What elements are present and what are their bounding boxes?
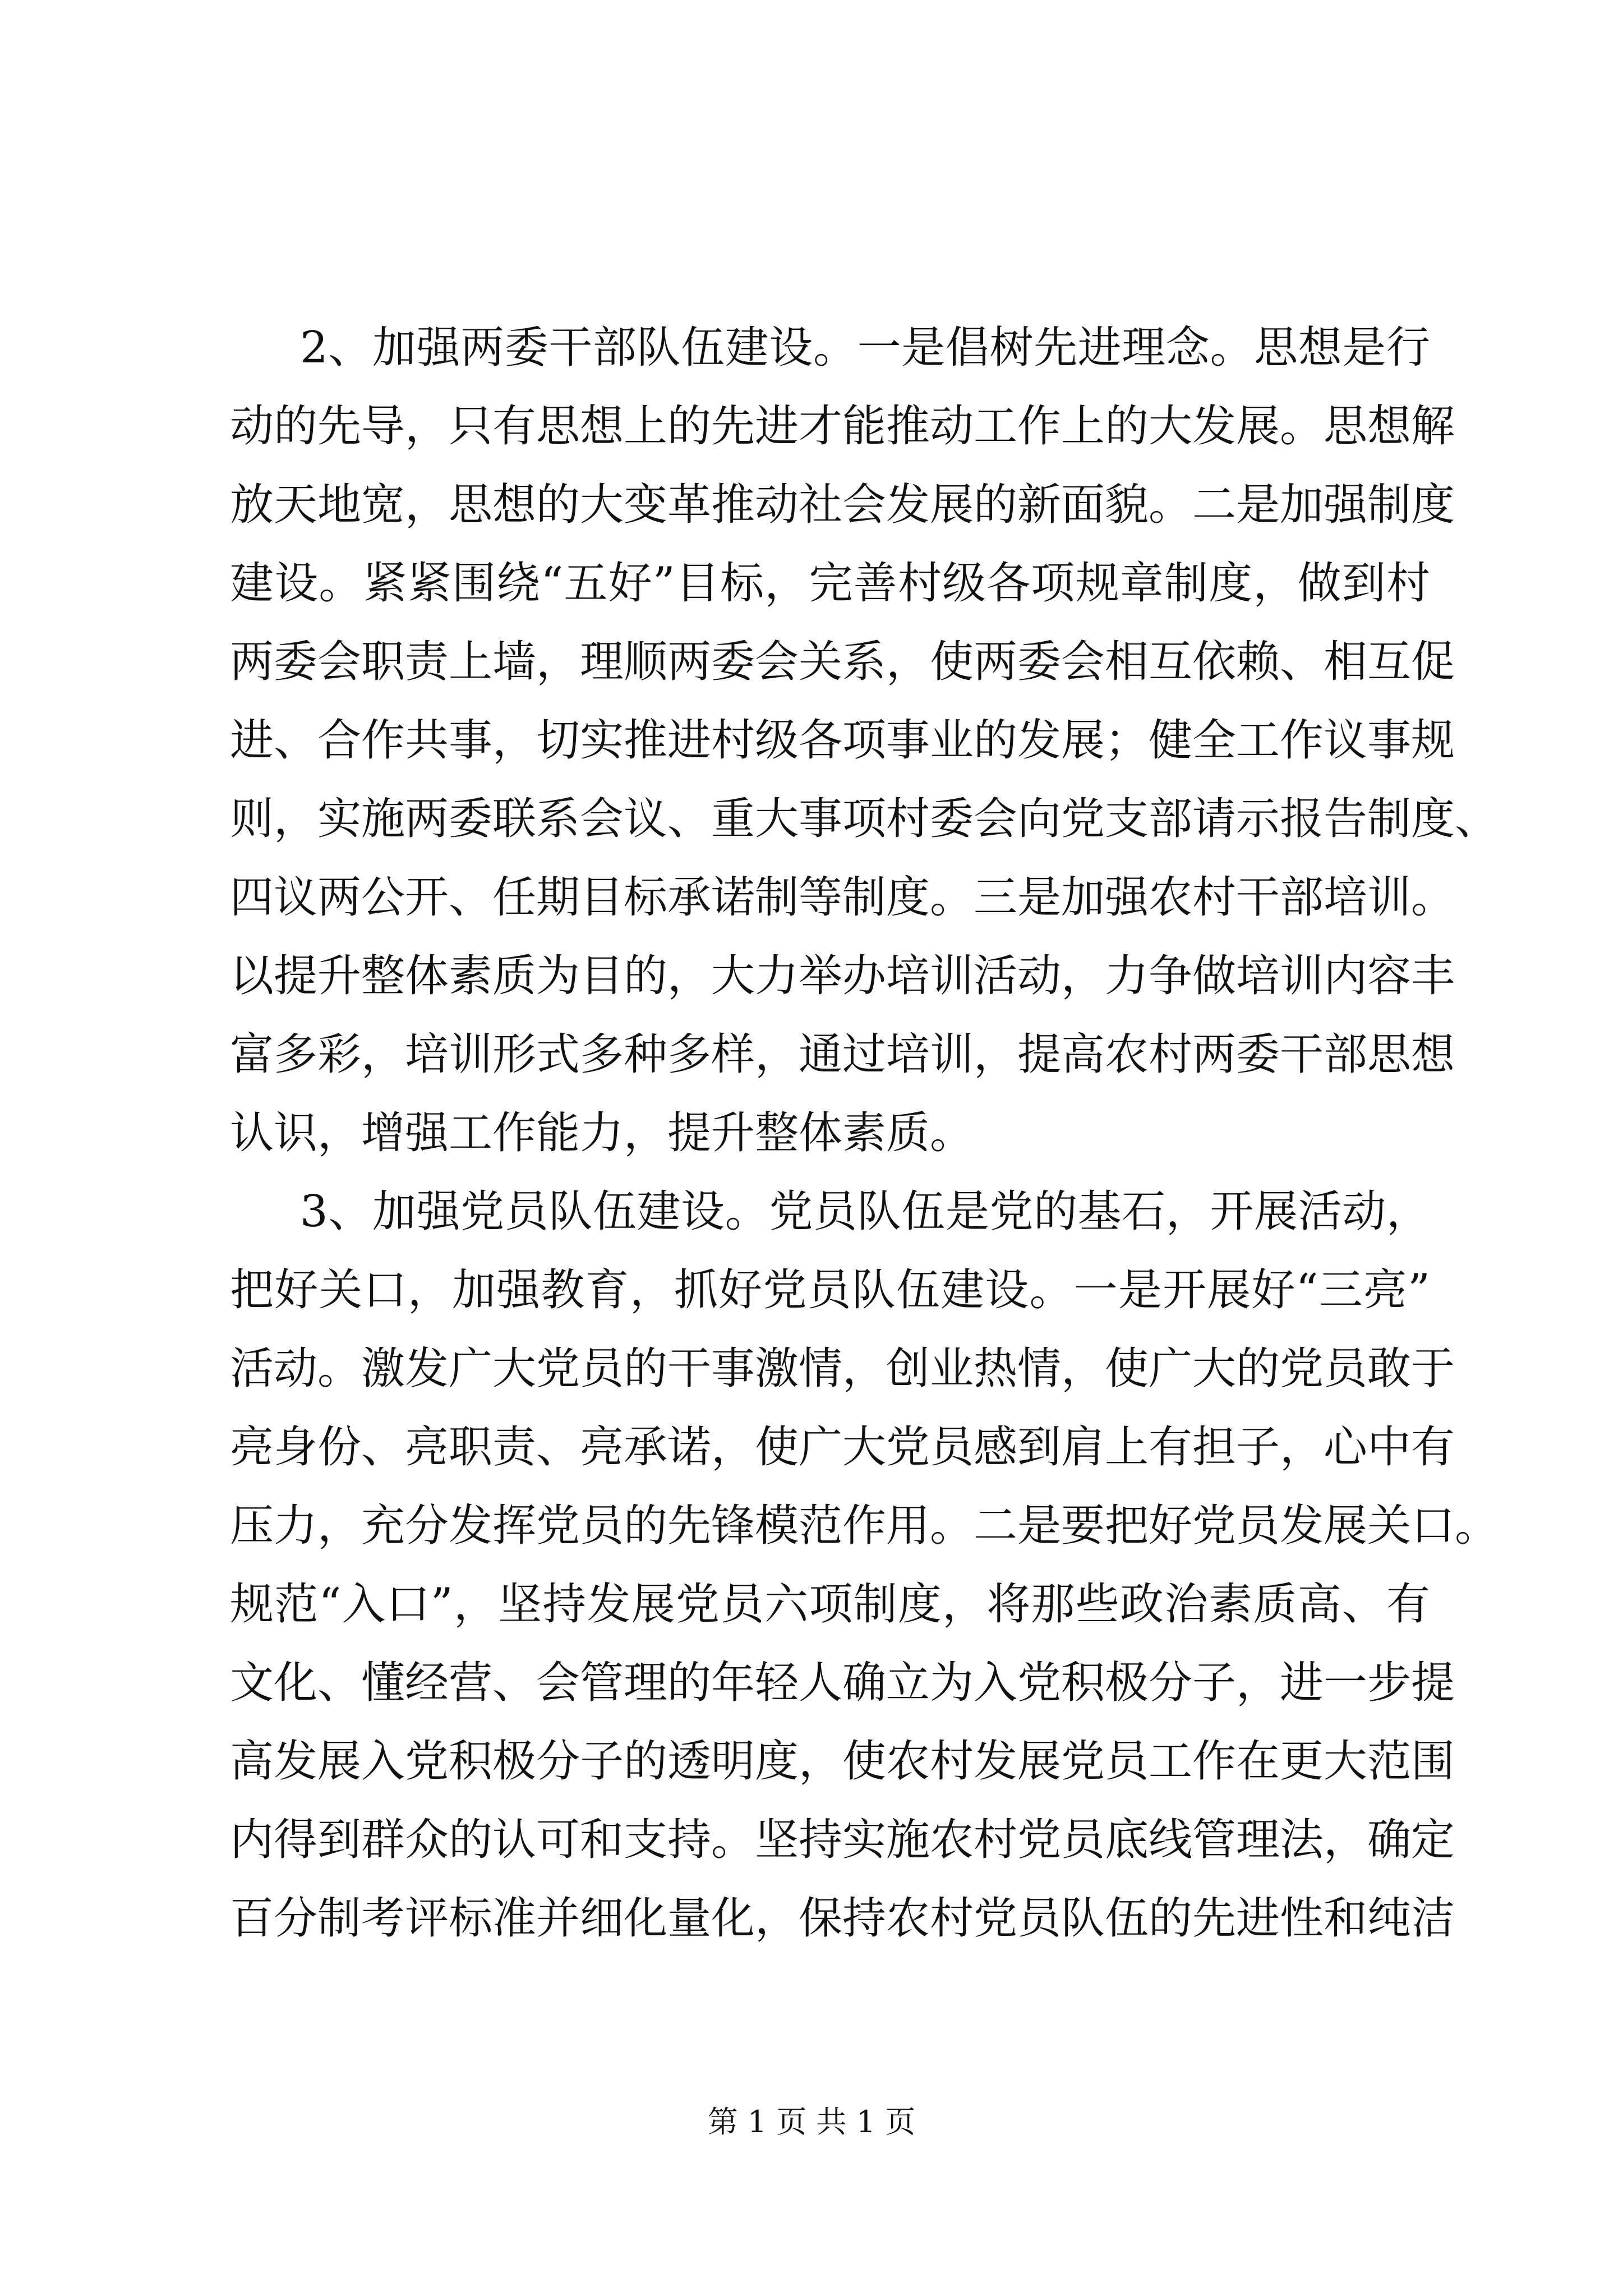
paragraph-1-line-10: 富多彩，培训形式多种多样，通过培训，提高农村两委干部思想: [230, 1029, 1455, 1080]
paragraph-1-line-1: 2、加强两委干部队伍建设。一是倡树先进理念。思想是行: [300, 323, 1430, 373]
paragraph-2-line-6: 规范“入口”，坚持发展党员六项制度，将那些政治素质高、有: [230, 1579, 1430, 1630]
paragraph-2-line-1: 3、加强党员队伍建设。党员队伍是党的基石，开展活动，: [300, 1186, 1430, 1237]
paragraph-2-line-8: 高发展入党积极分子的透明度，使农村发展党员工作在更大范围: [230, 1736, 1455, 1787]
paragraph-1-line-3: 放天地宽，思想的大变革推动社会发展的新面貌。二是加强制度: [230, 480, 1455, 530]
paragraph-1-line-2: 动的先导，只有思想上的先进才能推动工作上的大发展。思想解: [230, 401, 1455, 452]
paragraph-1-line-8: 四议两公开、任期目标承诺制等制度。三是加强农村干部培训。: [230, 872, 1455, 923]
paragraph-1-line-7: 则，实施两委联系会议、重大事项村委会向党支部请示报告制度、: [230, 794, 1499, 844]
paragraph-1-line-6: 进、合作共事，切实推进村级各项事业的发展；健全工作议事规: [230, 715, 1455, 766]
paragraph-1-line-11: 认识，增强工作能力，提升整体素质。: [230, 1108, 974, 1158]
paragraph-2-line-5: 压力，充分发挥党员的先锋模范作用。二是要把好党员发展关口。: [230, 1501, 1499, 1551]
paragraph-2-line-4: 亮身份、亮职责、亮承诺，使广大党员感到肩上有担子，心中有: [230, 1422, 1455, 1473]
paragraph-1-line-9: 以提升整体素质为目的，大力举办培训活动，力争做培训内容丰: [230, 951, 1455, 1001]
paragraph-2-line-3: 活动。激发广大党员的干事激情，创业热情，使广大的党员敢于: [230, 1343, 1455, 1394]
paragraph-2-line-2: 把好关口，加强教育，抓好党员队伍建设。一是开展好“三亮”: [230, 1265, 1430, 1315]
paragraph-1-line-5: 两委会职责上墙，理顺两委会关系，使两委会相互依赖、相互促: [230, 637, 1455, 687]
page-footer-label: 第 1 页 共 1 页: [707, 2104, 916, 2139]
paragraph-1-line-4: 建设。紧紧围绕“五好”目标，完善村级各项规章制度，做到村: [230, 558, 1430, 609]
paragraph-2-line-7: 文化、懂经营、会管理的年轻人确立为入党积极分子，进一步提: [230, 1658, 1455, 1708]
paragraph-2-line-10: 百分制考评标准并细化量化，保持农村党员队伍的先进性和纯洁: [230, 1893, 1455, 1944]
paragraph-2-line-9: 内得到群众的认可和支持。坚持实施农村党员底线管理法，确定: [230, 1815, 1455, 1865]
